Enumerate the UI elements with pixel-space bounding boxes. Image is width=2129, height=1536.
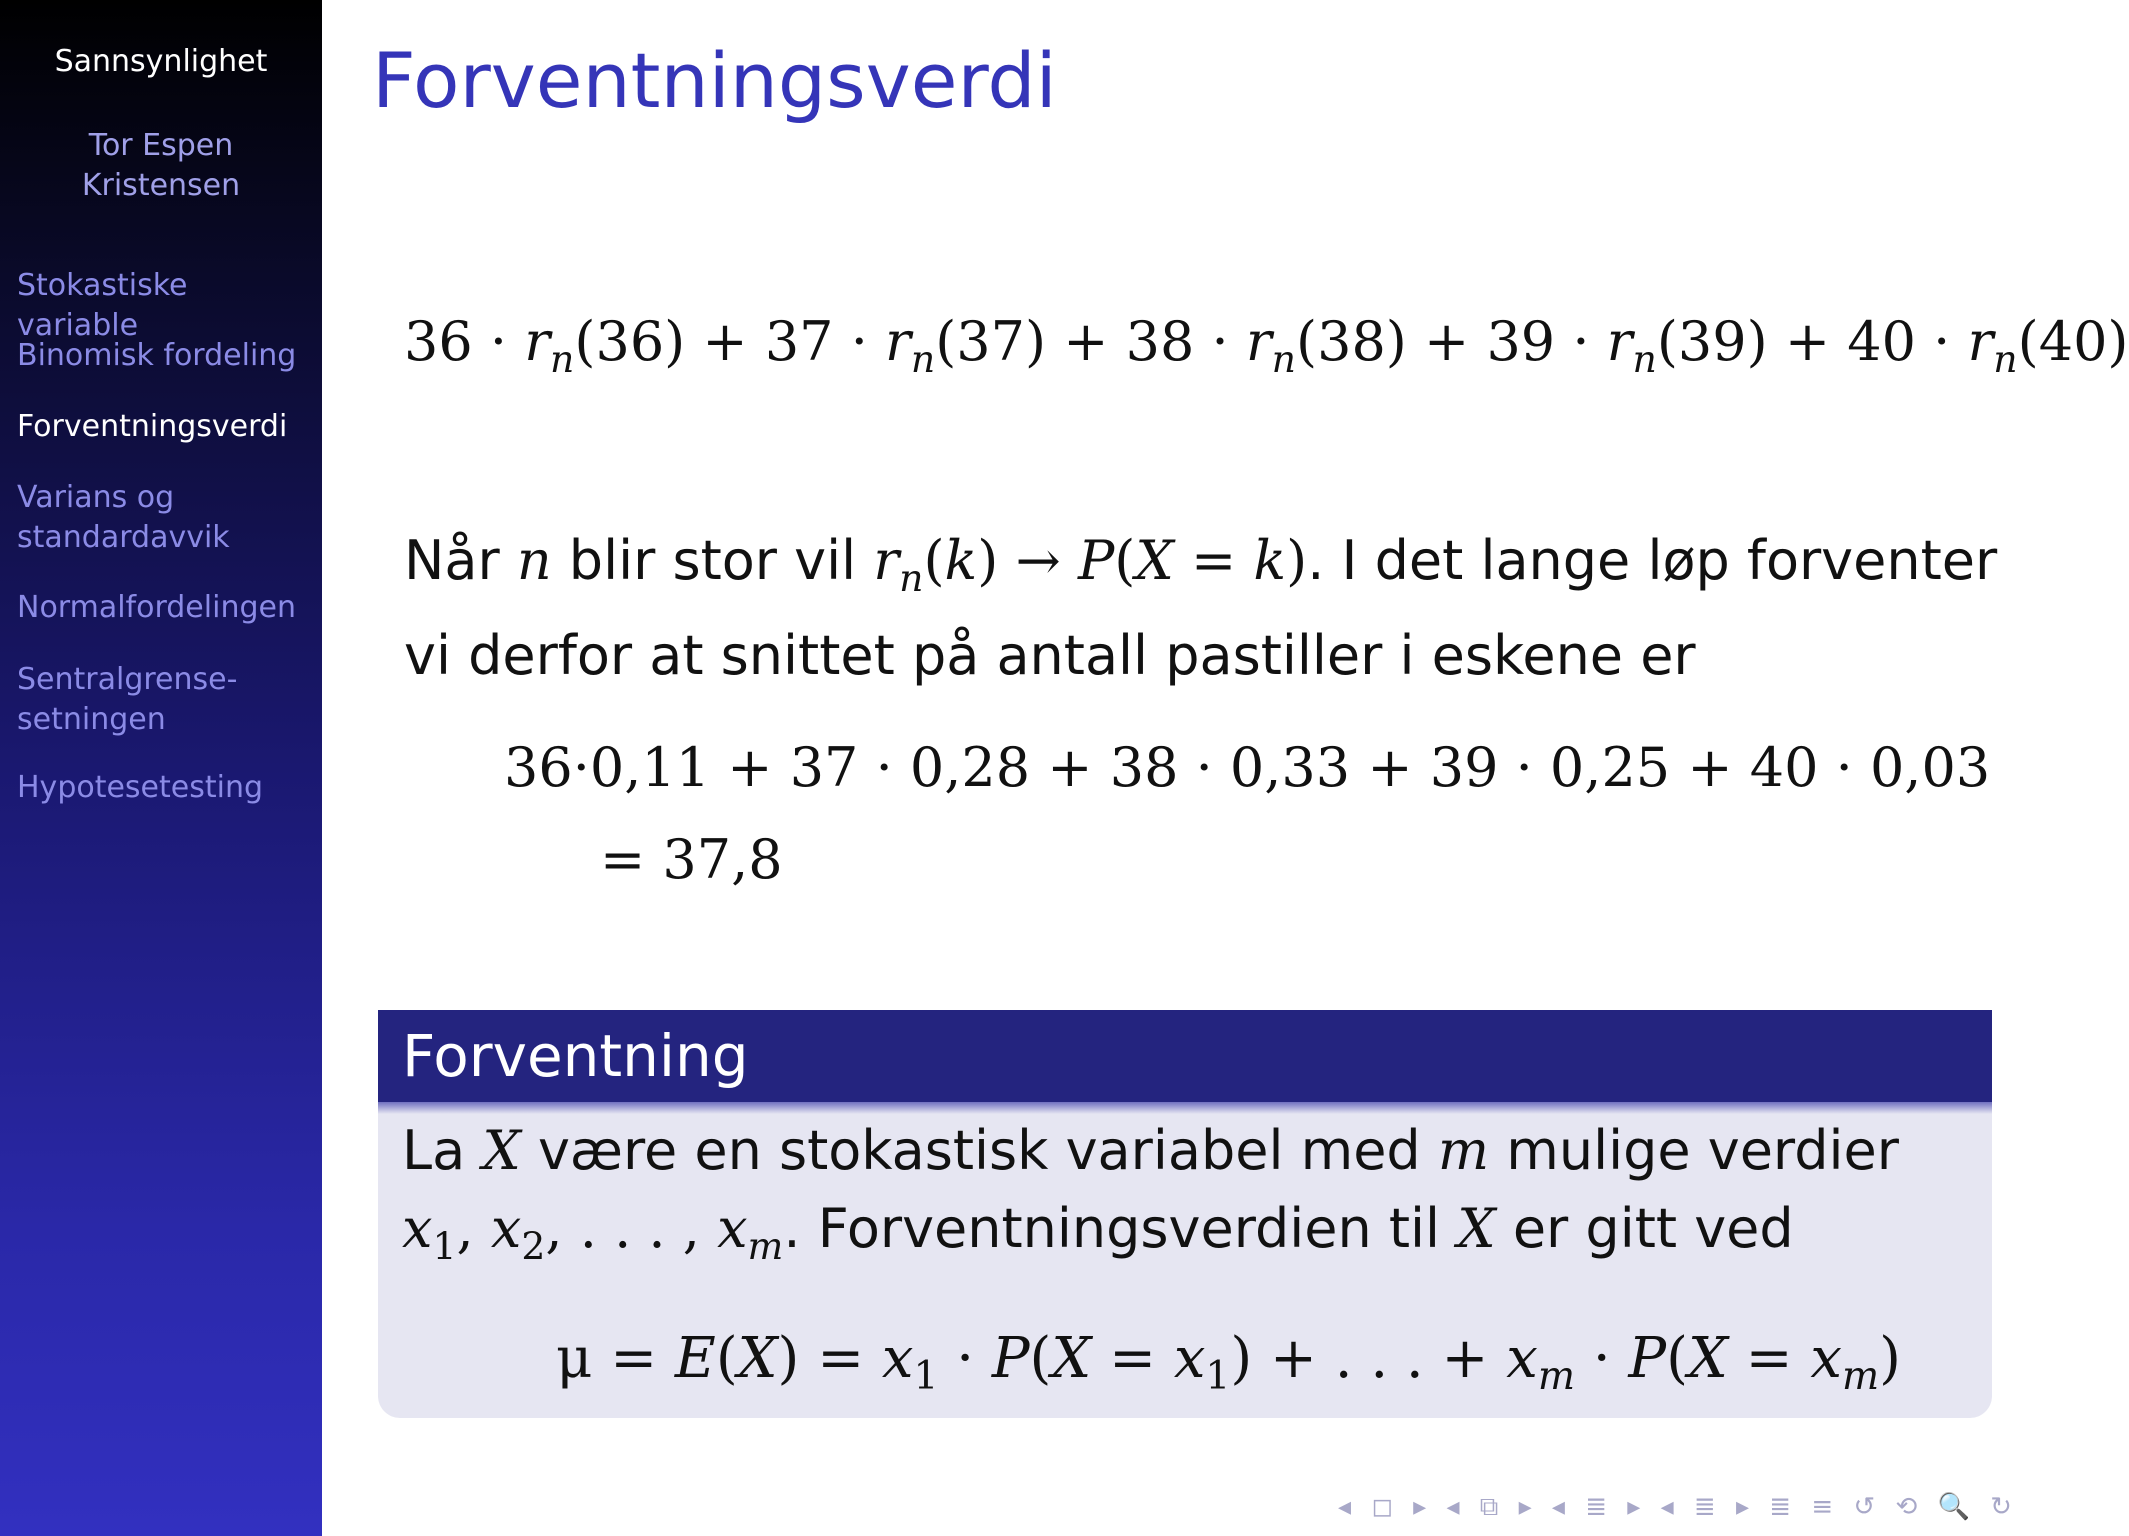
- presentation-title[interactable]: Sannsynlighet: [54, 44, 268, 79]
- presentation-author[interactable]: [0, 126, 322, 206]
- text-segment: være en stokastisk variabel med: [520, 1119, 1438, 1182]
- slide-title: Forventningsverdi: [372, 36, 1057, 125]
- paragraph-line-2: vi derfor at snittet på antall pastiller i eskene er: [404, 623, 1696, 687]
- definition-line-2: [402, 1190, 1982, 1285]
- calculation-line-1: 36·0,11 + 37 · 0,28 + 38 · 0,33 + 39 · 0,25 + 40 · 0,03: [504, 736, 1991, 799]
- sidebar-item-varians-og-standardavvik[interactable]: [17, 478, 317, 558]
- sidebar-item-forventningsverdi[interactable]: Forventningsverdi: [17, 409, 288, 444]
- definition-line-1: [402, 1112, 1982, 1190]
- sidebar-item-binomisk-fordeling[interactable]: Binomisk fordeling: [17, 338, 297, 373]
- text-segment: . Forventningsverdien til: [783, 1197, 1458, 1260]
- text-segment: Når: [404, 529, 517, 592]
- sidebar: [0, 0, 322, 1536]
- sidebar-item-label: Varians og: [17, 480, 175, 515]
- sidebar-item-sentralgrensesetningen[interactable]: [17, 660, 317, 740]
- definition-block-title: Forventning: [378, 1010, 1992, 1102]
- beamer-navigation-bar[interactable]: [1338, 1492, 2018, 1523]
- text-segment: . I det lange løp forventer: [1307, 529, 1998, 592]
- explanation-paragraph: [404, 522, 2004, 695]
- slide-content: [322, 0, 2129, 1536]
- text-segment: mulige verdier: [1489, 1119, 1899, 1182]
- definition-block: [378, 1010, 1992, 1418]
- sidebar-item-normalfordelingen[interactable]: Normalfordelingen: [17, 590, 296, 625]
- author-line-2: Kristensen: [81, 168, 241, 203]
- sum-formula: $36 \cdot r_n(36) + 37 \cdot r_n(37) + 38 \cdot r_n(38) + 39 \cdot r_n(39) + 40 \cdot r_n(40)$: [404, 310, 2129, 381]
- limit-formula: $r_n(k) \to P(X = k)$: [873, 529, 1308, 600]
- text-segment: er gitt ved: [1495, 1197, 1794, 1260]
- definition-text: [402, 1112, 1982, 1285]
- value-list: $x_1$, $x_2$, . . . , $x_m$: [402, 1197, 784, 1268]
- sidebar-item-label: Sentralgrense-: [17, 662, 238, 697]
- text-segment: m: [1437, 1119, 1490, 1182]
- paragraph-line-1: [404, 522, 2004, 617]
- calculation-result: = 37,8: [600, 828, 783, 891]
- text-segment: blir stor vil: [551, 529, 874, 592]
- text-segment: X: [1457, 1197, 1496, 1260]
- author-line-1: Tor Espen: [88, 128, 234, 163]
- navigation-icons[interactable]: ◂ ◻ ▸ ◂ ⧉ ▸ ◂ ≣ ▸ ◂ ≣ ▸ ≣ ≡ ↺ ⟲ 🔍 ↻: [1338, 1492, 2018, 1522]
- text-segment: X: [482, 1119, 521, 1182]
- sidebar-item-label: setningen: [17, 702, 166, 737]
- sidebar-item-hypotesetesting[interactable]: Hypotesetesting: [17, 770, 264, 805]
- text-segment: n: [516, 529, 552, 592]
- sidebar-item-label: standardavvik: [17, 520, 230, 555]
- expectation-formula: $\mu = E(X) = x_1 \cdot P(X = x_1)$ + . . . + $x_m \cdot P(X = x_m)$: [556, 1326, 1901, 1400]
- sidebar-item-stokastiske-variable[interactable]: Stokastiske variable: [17, 268, 188, 343]
- text-segment: La: [402, 1119, 483, 1182]
